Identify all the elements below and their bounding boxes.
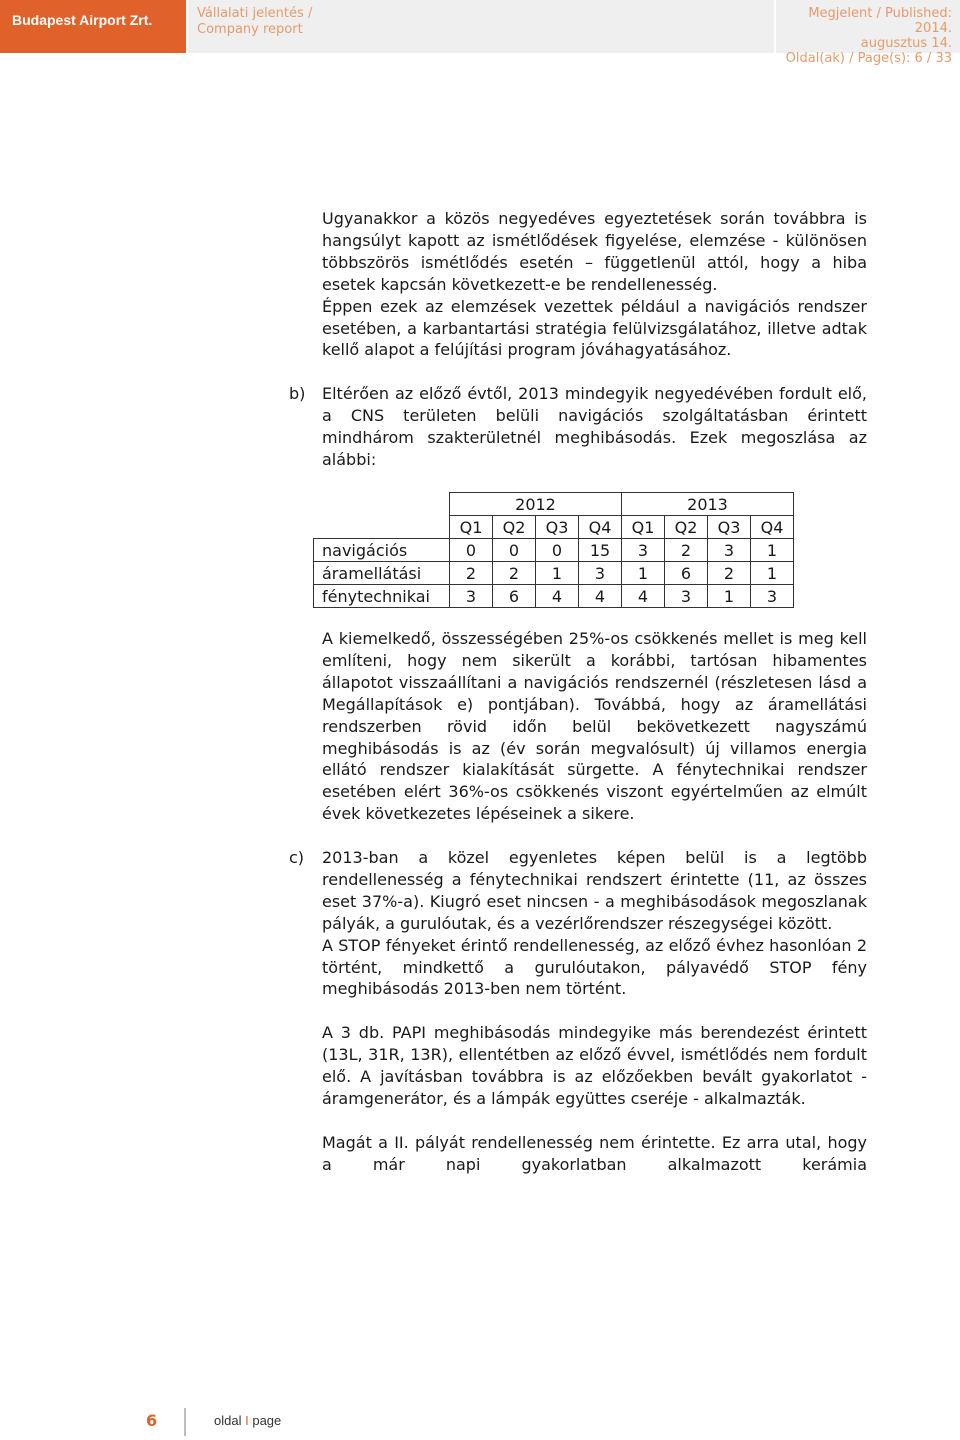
table-cell: 4: [536, 585, 579, 608]
table-cell: 3: [622, 539, 665, 562]
report-type: [188, 0, 774, 53]
item-b-text: Eltérően az előző évtől, 2013 mindegyik negyedévében fordult elő, a CNS területen belüli navigációs szolgáltatásban érintett mindhárom szakterületnél meghibásodás. Ezek megoszlása az alábbi:: [322, 384, 867, 469]
page-header: [0, 0, 960, 66]
paragraph-summary: A kiemelkedő, összességében 25%-os csökkenés mellet is meg kell említeni, hogy nem sikerült a korábbi, tartósan hibamentes állapotot visszaállítani a navigációs rendszernél (részletesen lásd a Megállapítások e) pontjában). Továbbá, hogy az áramellátási rendszerben rövid időn belül bekövetkezett nagyszámú meghibásodás is az (év során megvalósult) új villamos energia ellátó rendszer kialakítását sürgette. A fénytechnikai rendszer esetében elért 36%-os csökkenés viszont egyértelműen az elmúlt évek következetes lépéseinek a sikere.: [322, 629, 867, 824]
table-row: [314, 585, 794, 608]
quarter-header: Q3: [708, 516, 751, 539]
report-type-separator: /: [307, 6, 313, 21]
table-cell: 4: [579, 585, 622, 608]
footer-label-en: page: [252, 1413, 282, 1428]
footer-divider: [184, 1408, 186, 1436]
table-cell: 2: [665, 539, 708, 562]
item-c-text-3: A 3 db. PAPI meghibásodás mindegyike más berendezést érintett (13L, 31R, 13R), ellentétben az előző évvel, ismétlődés nem fordult elő. A javításban továbbra is az előzőekben bevált gyakorlatot - áramgenerátor, és a lámpák együttes cseréje - alkalmazták.: [322, 1023, 867, 1109]
table-cell: 0: [450, 539, 493, 562]
item-b: [289, 383, 867, 471]
row-label: fénytechnikai: [314, 585, 450, 608]
report-type-en: Company report: [197, 22, 303, 37]
year-2012: 2012: [450, 493, 622, 516]
table-quarter-row: [314, 516, 794, 539]
table-cell: 15: [579, 539, 622, 562]
item-b-marker: b): [289, 384, 306, 403]
failures-table: [313, 492, 794, 608]
company-brand: Budapest Airport Zrt.: [0, 0, 186, 53]
table-year-row: [314, 493, 794, 516]
summary-block: [322, 628, 867, 825]
published-en: Published: 2014.: [885, 6, 952, 36]
table-cell: 1: [622, 562, 665, 585]
quarter-header: Q2: [665, 516, 708, 539]
table-row: [314, 539, 794, 562]
publication-info: [776, 0, 960, 66]
table-cell: 4: [622, 585, 665, 608]
table-cell: 6: [665, 562, 708, 585]
footer-label-hu: oldal: [214, 1413, 242, 1428]
table-cell: 0: [493, 539, 536, 562]
published-date: augusztus 14.: [860, 36, 952, 51]
intro-block: [322, 208, 867, 361]
row-label: áramellátási: [314, 562, 450, 585]
published-separator: /: [876, 6, 881, 21]
table-row: [314, 562, 794, 585]
footer-label-pipe: I: [245, 1413, 249, 1428]
item-c: [289, 847, 867, 1176]
table-cell: 1: [708, 585, 751, 608]
table-cell: 3: [450, 585, 493, 608]
table-cell: 0: [536, 539, 579, 562]
item-c-text-2: A STOP fényeket érintő rendellenesség, az előző évhez hasonlóan 2 történt, mindkettő a gurulóutakon, pályavédő STOP fény meghibásodás 2013-ben nem történt.: [322, 935, 867, 999]
footer-page-number: 6: [146, 1411, 158, 1430]
table-cell: 6: [493, 585, 536, 608]
table-cell: 1: [751, 562, 794, 585]
page-count: Oldal(ak) / Page(s): 6 / 33: [785, 51, 952, 66]
quarter-header: Q3: [536, 516, 579, 539]
footer-page-label: [214, 1413, 281, 1428]
table-cell: 3: [665, 585, 708, 608]
report-type-hu: Vállalati jelentés: [197, 6, 304, 21]
table-cell: 1: [751, 539, 794, 562]
table-cell: 2: [708, 562, 751, 585]
item-c-text-1: 2013-ban a közel egyenletes képen belül is a legtöbb rendellenesség a fénytechnikai rendszert érintette (11, az összes eset 37%-a). Kiugró eset nincsen - a meghibásodások megoszlanak pályák, a gurulóutak, és a vezérlőrendszer részegységei között.: [322, 848, 867, 933]
paragraph-repetitions: Ugyanakkor a közös negyedéves egyeztetések során továbbra is hangsúlyt kapott az ismétlődések figyelése, elemzése - különösen többszörös ismétlődés esetén – függetlenül attól, hogy a hiba esetek kapcsán következett-e be rendellenesség.: [322, 209, 867, 294]
table-cell: 3: [708, 539, 751, 562]
item-c-text-4: Magát a II. pályát rendellenesség nem érintette. Ez arra utal, hogy a már napi gyakorlatban alkalmazott kerámia: [322, 1132, 867, 1174]
table-cell: 1: [536, 562, 579, 585]
paragraph-analyses: Éppen ezek az elemzések vezettek például a navigációs rendszer esetében, a karbantartási stratégia felülvizsgálatához, illetve adtak kellő alapot a felújítási program jóváhagyatásához.: [322, 296, 867, 360]
item-c-marker: c): [289, 848, 305, 867]
table-cell: 2: [450, 562, 493, 585]
quarter-header: Q1: [622, 516, 665, 539]
quarter-header: Q1: [450, 516, 493, 539]
row-label: navigációs: [314, 539, 450, 562]
quarter-header: Q2: [493, 516, 536, 539]
year-2013: 2013: [622, 493, 794, 516]
published-hu: Megjelent: [808, 6, 873, 21]
table-cell: 3: [579, 562, 622, 585]
table-cell: 2: [493, 562, 536, 585]
quarter-header: Q4: [579, 516, 622, 539]
table-cell: 3: [751, 585, 794, 608]
quarter-header: Q4: [751, 516, 794, 539]
